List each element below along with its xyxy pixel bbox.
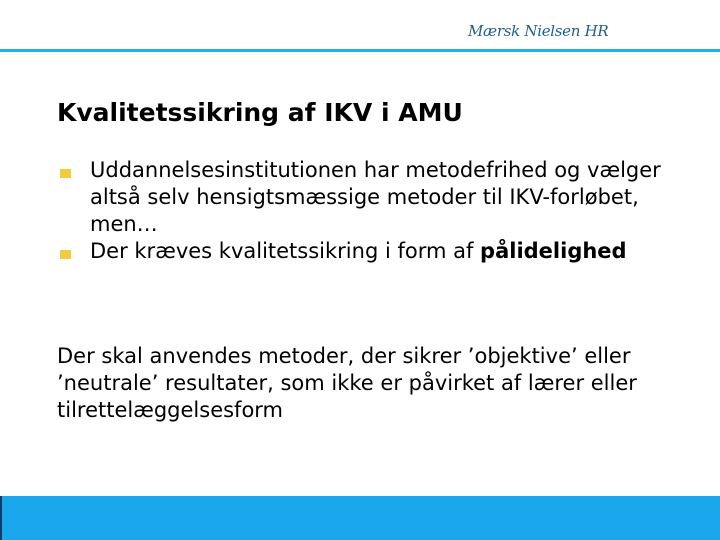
bullet-bold-text: pålidelighed bbox=[480, 239, 627, 263]
footer-bar bbox=[0, 496, 720, 540]
bullet-text: Der kræves kvalitetssikring i form af bbox=[90, 239, 481, 263]
footer-edge bbox=[0, 496, 2, 540]
bullet-item bbox=[57, 157, 677, 238]
bullet-text: Uddannelsesinstitutionen har metodefrihed og vælger altså selv hensigtsmæssige metoder til IKV-forløbet, men… bbox=[90, 158, 661, 236]
body-paragraph: Der skal anvendes metoder, der sikrer ’objektive’ eller ’neutrale’ resultater, som ikke er påvirket af lærer eller tilrettelæggelsesform bbox=[57, 344, 637, 422]
brand-label: Mærsk Nielsen HR bbox=[468, 22, 609, 40]
bullet-list bbox=[57, 157, 677, 265]
bullet-marker-icon bbox=[60, 169, 71, 178]
slide-title: Kvalitetssikring af IKV i AMU bbox=[57, 98, 463, 127]
header-rule bbox=[0, 49, 720, 52]
bullet-marker-icon bbox=[60, 250, 71, 259]
bullet-item bbox=[57, 238, 677, 265]
